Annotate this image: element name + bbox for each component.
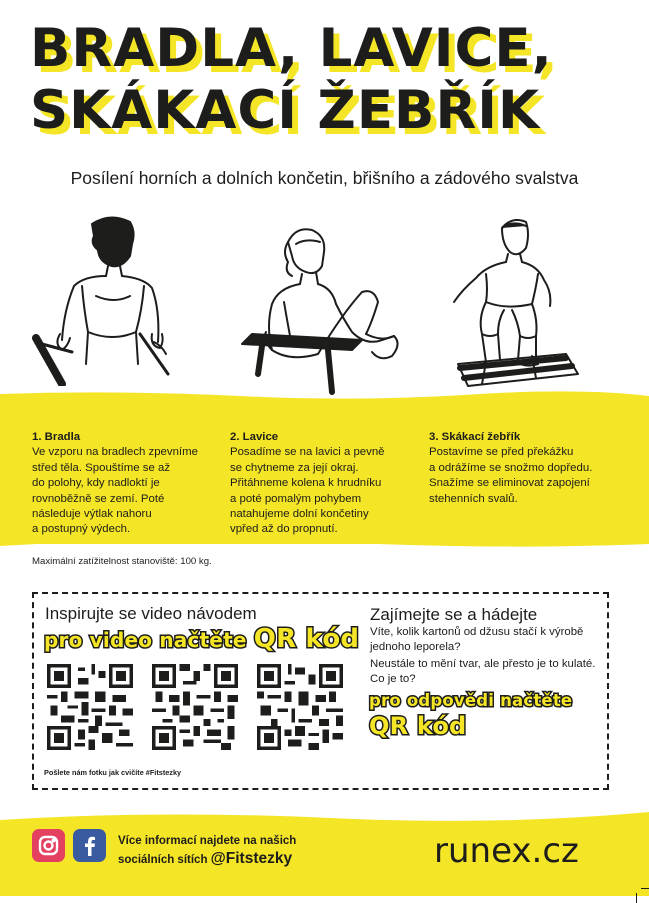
bench-illustration	[232, 222, 412, 400]
social-info-line1: Více informací najdete na našich	[118, 835, 297, 847]
social-info	[118, 832, 296, 869]
qr-code-1[interactable]	[47, 664, 133, 750]
exercise-bradla	[32, 430, 222, 538]
social-info-line2: sociálních sítích	[118, 854, 211, 866]
video-cta	[44, 624, 359, 654]
exercise-text: Ve vzporu na bradlech zpevníme střed těla. Spouštíme se až do polohy, kdy nadloktí je rovnoběžně se zemí. Poté následuje výtlak nahoru a postupný výdech.	[32, 446, 198, 536]
qr-code-3[interactable]	[257, 664, 343, 750]
crop-mark	[641, 888, 649, 889]
page-title	[30, 18, 630, 142]
instagram-icon[interactable]	[32, 829, 65, 862]
capacity-note: Maximální zatížitelnost stanoviště: 100 kg.	[32, 556, 212, 567]
brand-link[interactable]: runex.cz	[434, 831, 579, 871]
riddle-hint: Neustále to mění tvar, ale přesto je to kulaté. Co je to?	[370, 658, 596, 685]
social-handle[interactable]: @Fitstezky	[210, 850, 293, 867]
parallel-bars-illustration	[32, 214, 177, 386]
riddle-cta-line1: pro odpovědi načtěte	[369, 691, 573, 710]
video-cta-qr: QR kód	[253, 624, 360, 654]
exercise-heading: 1. Bradla	[32, 431, 81, 443]
crop-mark	[636, 893, 637, 903]
exercise-heading: 2. Lavice	[230, 431, 279, 443]
exercise-lavice	[230, 430, 420, 538]
video-heading: Inspirujte se video návodem	[45, 604, 257, 623]
exercise-zebrik	[429, 430, 629, 507]
jump-ladder-illustration	[446, 214, 586, 390]
video-cta-prefix: pro video načtěte	[44, 628, 254, 652]
title-line-1: BRADLA, LAVICE,	[30, 18, 553, 79]
share-note: Pošlete nám fotku jak cvičíte #Fitstezky	[44, 768, 182, 777]
exercise-heading: 3. Skákací žebřík	[429, 431, 521, 443]
qr-code-2[interactable]	[152, 664, 238, 750]
exercise-text: Postavíme se před překážku a odrážíme se snožmo dopředu. Snažíme se eliminovat zapojení stehenních svalů.	[429, 446, 593, 505]
band-bottom-edge	[0, 536, 649, 552]
exercise-text: Posadíme se na lavici a pevně se chytneme za její okraj. Přitáhneme kolena k hrudníku a poté pomalým pohybem natahujeme dolní končetiny vpřed až do propnutí.	[230, 446, 385, 536]
riddle-question: Víte, kolik kartonů od džusu stačí k výrobě jednoho leporela?	[370, 626, 584, 653]
riddle-cta-line2: QR kód	[369, 712, 467, 740]
riddle-heading: Zajímejte se a hádejte	[370, 605, 538, 624]
facebook-icon[interactable]	[73, 829, 106, 862]
subtitle: Posílení horních a dolních končetin, břišního a zádového svalstva	[70, 168, 579, 188]
title-line-2: SKÁKACÍ ŽEBŘÍK	[30, 80, 541, 141]
